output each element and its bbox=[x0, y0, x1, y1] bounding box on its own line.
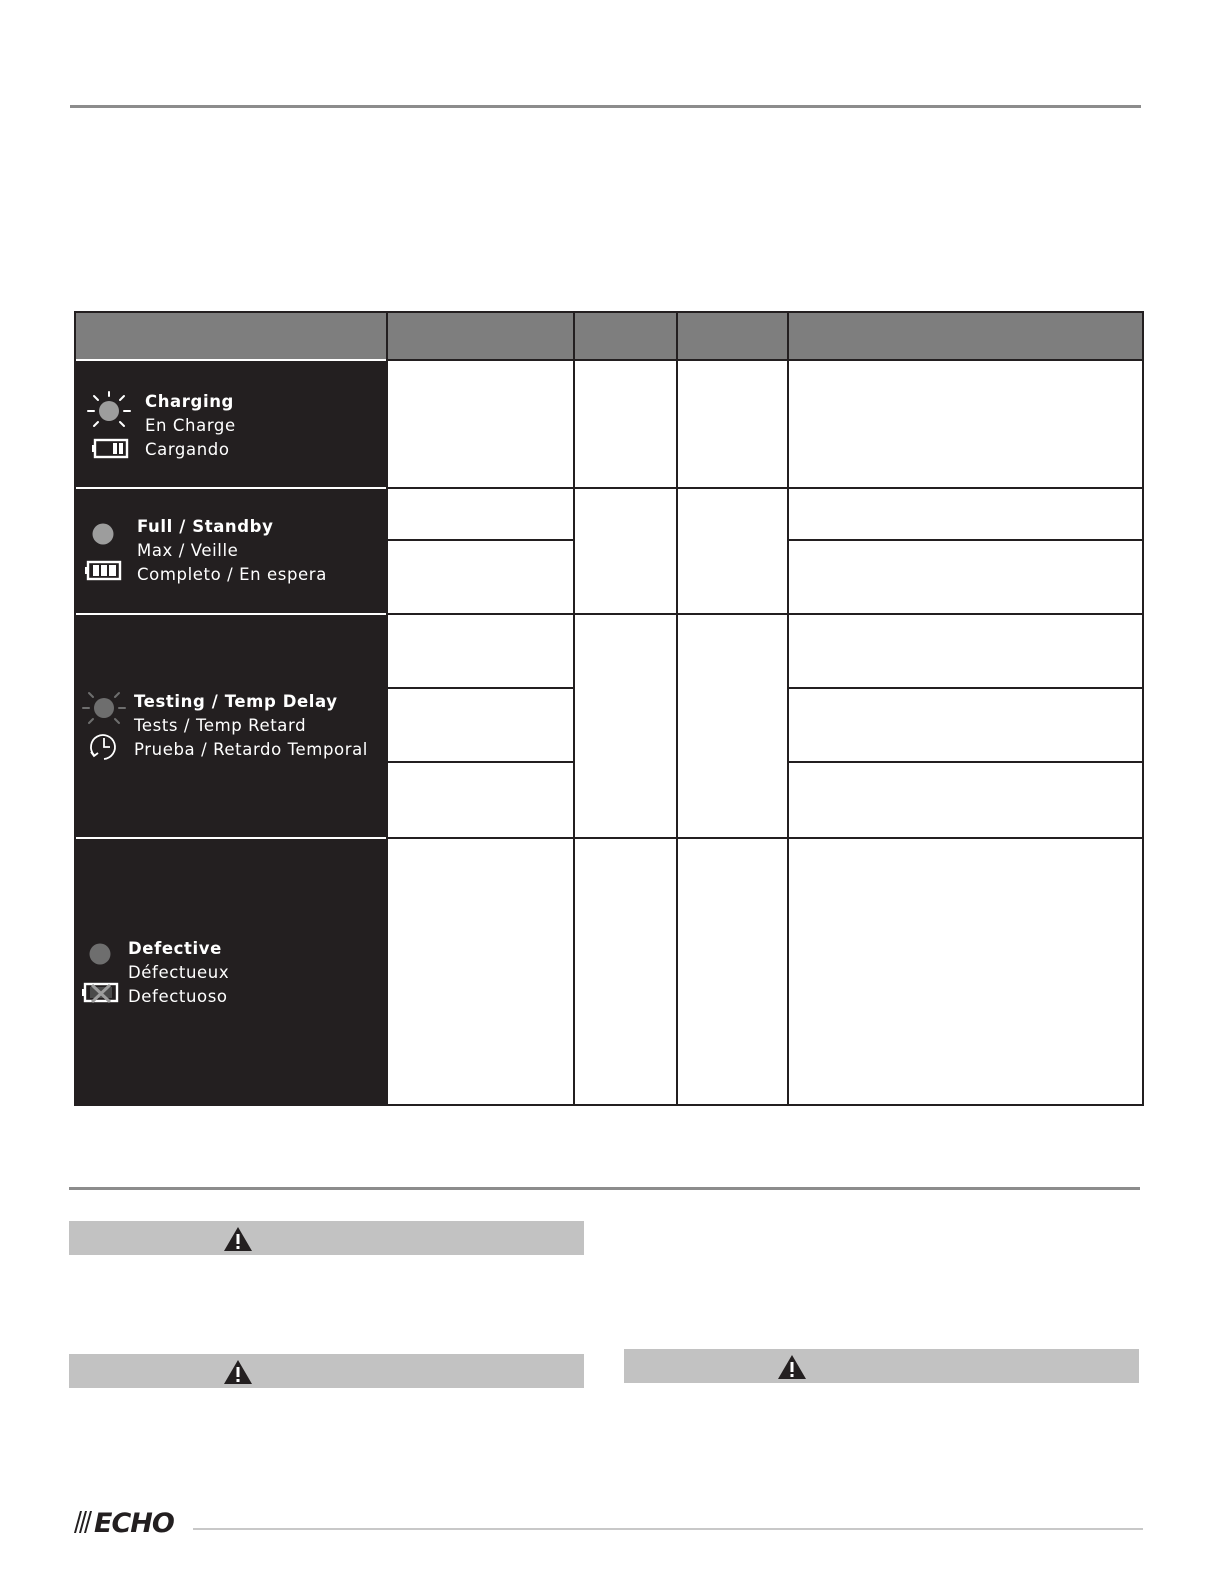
status-spanish: Cargando bbox=[145, 440, 230, 459]
warning-triangle-icon bbox=[223, 1359, 253, 1385]
status-spanish: Defectuoso bbox=[128, 987, 228, 1006]
status-french: Défectueux bbox=[128, 963, 230, 982]
charger-status-table bbox=[74, 311, 1144, 1106]
status-label-defective bbox=[128, 937, 229, 1009]
warning-bar bbox=[69, 1221, 584, 1255]
warning-bar bbox=[69, 1354, 584, 1388]
status-french: Tests / Temp Retard bbox=[134, 716, 307, 735]
section-rule bbox=[69, 1187, 1140, 1190]
warning-bar bbox=[624, 1349, 1139, 1383]
column-divider bbox=[787, 311, 789, 1106]
echo-logo bbox=[70, 1507, 185, 1535]
footer-rule bbox=[193, 1528, 1143, 1530]
led-blinking-icon bbox=[86, 391, 132, 431]
led-solid-icon bbox=[88, 942, 112, 966]
status-label-charging bbox=[145, 390, 236, 462]
column-divider bbox=[386, 311, 388, 1106]
row-divider bbox=[787, 687, 1144, 689]
brand-text: ECHO bbox=[94, 1508, 174, 1535]
row-divider bbox=[787, 539, 1144, 541]
status-spanish: Completo / En espera bbox=[137, 565, 327, 584]
status-title: Testing / Temp Delay bbox=[134, 692, 338, 711]
warning-triangle-icon bbox=[223, 1226, 253, 1252]
status-label-testing bbox=[134, 690, 368, 762]
led-blinking-icon bbox=[81, 688, 127, 728]
battery-defective-icon bbox=[81, 981, 119, 1005]
row-divider bbox=[386, 487, 1144, 489]
status-title: Defective bbox=[128, 939, 222, 958]
status-title: Charging bbox=[145, 392, 234, 411]
row-divider bbox=[386, 539, 574, 541]
column-divider bbox=[573, 311, 575, 1106]
status-title: Full / Standby bbox=[137, 517, 274, 536]
column-divider bbox=[676, 311, 678, 1106]
row-divider bbox=[787, 761, 1144, 763]
row-divider bbox=[386, 613, 1144, 615]
led-solid-icon bbox=[91, 522, 115, 546]
clock-refresh-icon bbox=[88, 731, 120, 765]
status-label-full-standby bbox=[137, 515, 327, 587]
status-french: En Charge bbox=[145, 416, 236, 435]
row-divider bbox=[386, 761, 574, 763]
row-divider bbox=[386, 359, 1144, 361]
row-divider bbox=[386, 837, 1144, 839]
status-french: Max / Veille bbox=[137, 541, 239, 560]
battery-full-icon bbox=[84, 560, 122, 582]
row-divider bbox=[386, 687, 574, 689]
top-rule bbox=[70, 105, 1141, 108]
warning-triangle-icon bbox=[777, 1354, 807, 1380]
status-spanish: Prueba / Retardo Temporal bbox=[134, 740, 368, 759]
battery-partial-icon bbox=[91, 438, 129, 460]
